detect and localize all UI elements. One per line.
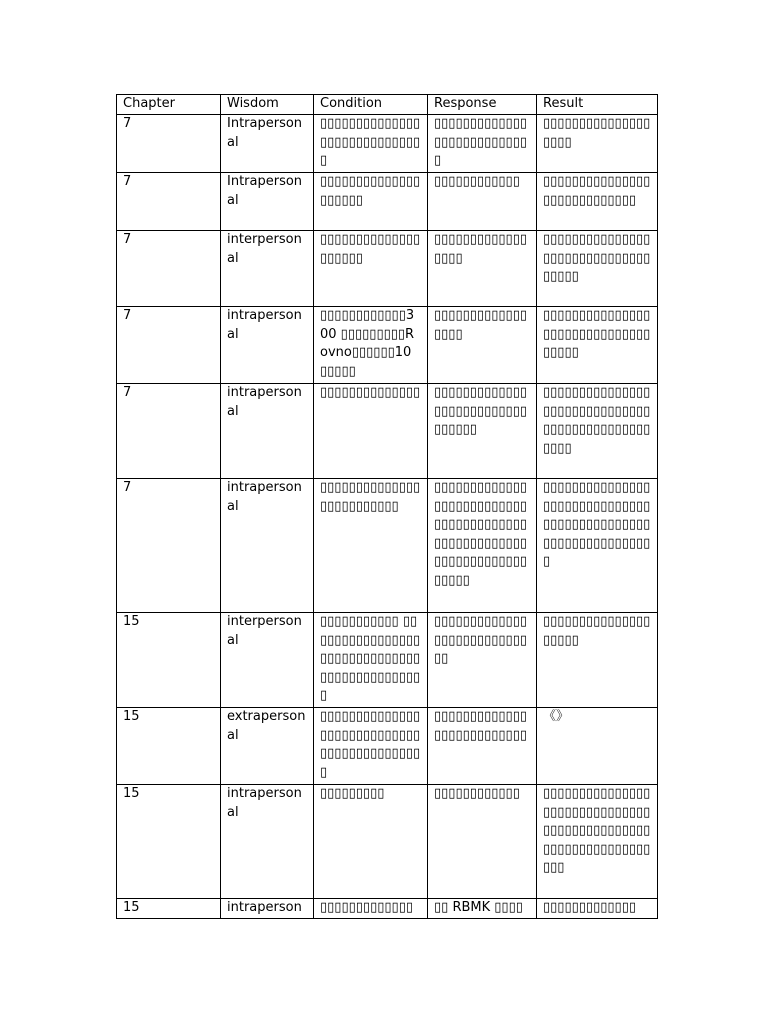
table-row — [117, 708, 658, 785]
table-row — [117, 231, 658, 307]
cell-result: ▯▯▯▯▯▯▯▯▯▯▯▯▯▯▯▯▯▯▯▯▯▯▯▯▯▯▯▯▯▯▯▯▯▯▯▯▯▯▯▯▯▯▯▯▯▯▯▯▯ — [537, 384, 658, 479]
cell-condition: ▯▯▯▯▯▯▯▯▯▯▯▯300 ▯▯▯▯▯▯▯▯▯Rovno▯▯▯▯▯▯10 ▯▯▯▯▯ — [314, 307, 428, 384]
header-chapter: Chapter — [117, 95, 221, 115]
cell-wisdom: intrapersonal — [221, 307, 314, 384]
cell-condition: ▯▯▯▯▯▯▯▯▯▯▯▯▯▯▯▯▯▯▯▯▯▯▯▯▯▯▯▯▯ — [314, 115, 428, 173]
table-row — [117, 613, 658, 708]
cell-wisdom: extrapersonal — [221, 708, 314, 785]
cell-result: ▯▯▯▯▯▯▯▯▯▯▯▯▯▯▯▯▯▯▯▯▯▯▯▯▯▯▯▯ — [537, 173, 658, 231]
table-row — [117, 384, 658, 479]
cell-result: ▯▯▯▯▯▯▯▯▯▯▯▯▯▯▯▯▯▯▯▯▯▯▯▯▯▯▯▯▯▯▯▯▯▯▯▯▯▯▯▯▯▯▯▯▯▯▯▯▯▯▯▯▯▯▯▯▯▯▯▯▯▯▯ — [537, 785, 658, 899]
header-wisdom: Wisdom — [221, 95, 314, 115]
cell-response: ▯▯ RBMK ▯▯▯▯ — [428, 899, 537, 919]
cell-wisdom: Intrapersonal — [221, 115, 314, 173]
table-header-row — [117, 95, 658, 115]
cell-chapter: 15 — [117, 708, 221, 785]
cell-condition: ▯▯▯▯▯▯▯▯▯▯▯▯▯▯▯▯▯▯▯▯ — [314, 173, 428, 231]
cell-chapter: 7 — [117, 115, 221, 173]
cell-result: ▯▯▯▯▯▯▯▯▯▯▯▯▯▯▯▯▯▯▯▯ — [537, 613, 658, 708]
header-response: Response — [428, 95, 537, 115]
cell-condition: ▯▯▯▯▯▯▯▯▯▯▯▯▯▯▯▯▯▯▯▯ — [314, 231, 428, 307]
cell-condition: ▯▯▯▯▯▯▯▯▯▯▯▯▯▯ — [314, 384, 428, 479]
cell-chapter: 7 — [117, 173, 221, 231]
table-row — [117, 115, 658, 173]
cell-condition: ▯▯▯▯▯▯▯▯▯▯▯▯▯ — [314, 899, 428, 919]
cell-chapter: 7 — [117, 231, 221, 307]
table-row — [117, 307, 658, 384]
cell-result: ▯▯▯▯▯▯▯▯▯▯▯▯▯ — [537, 899, 658, 919]
cell-wisdom: interpersonal — [221, 613, 314, 708]
cell-chapter: 7 — [117, 384, 221, 479]
cell-chapter: 15 — [117, 785, 221, 899]
cell-result: 《》 — [537, 708, 658, 785]
table-row — [117, 785, 658, 899]
cell-result: ▯▯▯▯▯▯▯▯▯▯▯▯▯▯▯▯▯▯▯▯▯▯▯▯▯▯▯▯▯▯▯▯▯▯▯ — [537, 231, 658, 307]
cell-response: ▯▯▯▯▯▯▯▯▯▯▯▯▯▯▯▯▯▯▯▯▯▯▯▯▯▯▯ — [428, 115, 537, 173]
cell-condition: ▯▯▯▯▯▯▯▯▯▯▯ ▯▯▯▯▯▯▯▯▯▯▯▯▯▯▯▯▯▯▯▯▯▯▯▯▯▯▯▯▯▯▯▯▯▯▯▯▯▯▯▯▯▯▯▯▯ — [314, 613, 428, 708]
table-row — [117, 173, 658, 231]
header-condition: Condition — [314, 95, 428, 115]
cell-response: ▯▯▯▯▯▯▯▯▯▯▯▯▯▯▯▯▯ — [428, 307, 537, 384]
table-row — [117, 479, 658, 613]
cell-chapter: 7 — [117, 307, 221, 384]
cell-condition: ▯▯▯▯▯▯▯▯▯▯▯▯▯▯▯▯▯▯▯▯▯▯▯▯▯ — [314, 479, 428, 613]
header-result: Result — [537, 95, 658, 115]
cell-response: ▯▯▯▯▯▯▯▯▯▯▯▯▯▯▯▯▯▯▯▯▯▯▯▯▯▯▯▯ — [428, 613, 537, 708]
table-row — [117, 899, 658, 919]
cell-response: ▯▯▯▯▯▯▯▯▯▯▯▯▯▯▯▯▯▯▯▯▯▯▯▯▯▯▯▯▯▯▯▯ — [428, 384, 537, 479]
cell-wisdom: interpersonal — [221, 231, 314, 307]
cell-chapter: 15 — [117, 899, 221, 919]
cell-response: ▯▯▯▯▯▯▯▯▯▯▯▯ — [428, 173, 537, 231]
cell-response: ▯▯▯▯▯▯▯▯▯▯▯▯▯▯▯▯▯▯▯▯▯▯▯▯▯▯▯▯▯▯▯▯▯▯▯▯▯▯▯▯▯▯▯▯▯▯▯▯▯▯▯▯▯▯▯▯▯▯▯▯▯▯▯▯▯▯▯▯▯▯ — [428, 479, 537, 613]
cell-result: ▯▯▯▯▯▯▯▯▯▯▯▯▯▯▯▯▯▯▯ — [537, 115, 658, 173]
cell-wisdom: intrapersonal — [221, 785, 314, 899]
cell-response: ▯▯▯▯▯▯▯▯▯▯▯▯ — [428, 785, 537, 899]
cell-wisdom: Intrapersonal — [221, 173, 314, 231]
cell-result: ▯▯▯▯▯▯▯▯▯▯▯▯▯▯▯▯▯▯▯▯▯▯▯▯▯▯▯▯▯▯▯▯▯▯▯ — [537, 307, 658, 384]
wisdom-table — [116, 94, 658, 919]
cell-response: ▯▯▯▯▯▯▯▯▯▯▯▯▯▯▯▯▯▯▯▯▯▯▯▯▯▯ — [428, 708, 537, 785]
cell-chapter: 7 — [117, 479, 221, 613]
cell-condition: ▯▯▯▯▯▯▯▯▯▯▯▯▯▯▯▯▯▯▯▯▯▯▯▯▯▯▯▯▯▯▯▯▯▯▯▯▯▯▯▯▯▯▯ — [314, 708, 428, 785]
cell-response: ▯▯▯▯▯▯▯▯▯▯▯▯▯▯▯▯▯ — [428, 231, 537, 307]
cell-chapter: 15 — [117, 613, 221, 708]
cell-wisdom: intrapersonal — [221, 384, 314, 479]
cell-condition: ▯▯▯▯▯▯▯▯▯ — [314, 785, 428, 899]
cell-wisdom: intraperson — [221, 899, 314, 919]
cell-result: ▯▯▯▯▯▯▯▯▯▯▯▯▯▯▯▯▯▯▯▯▯▯▯▯▯▯▯▯▯▯▯▯▯▯▯▯▯▯▯▯▯▯▯▯▯▯▯▯▯▯▯▯▯▯▯▯▯▯▯▯▯ — [537, 479, 658, 613]
cell-wisdom: intrapersonal — [221, 479, 314, 613]
